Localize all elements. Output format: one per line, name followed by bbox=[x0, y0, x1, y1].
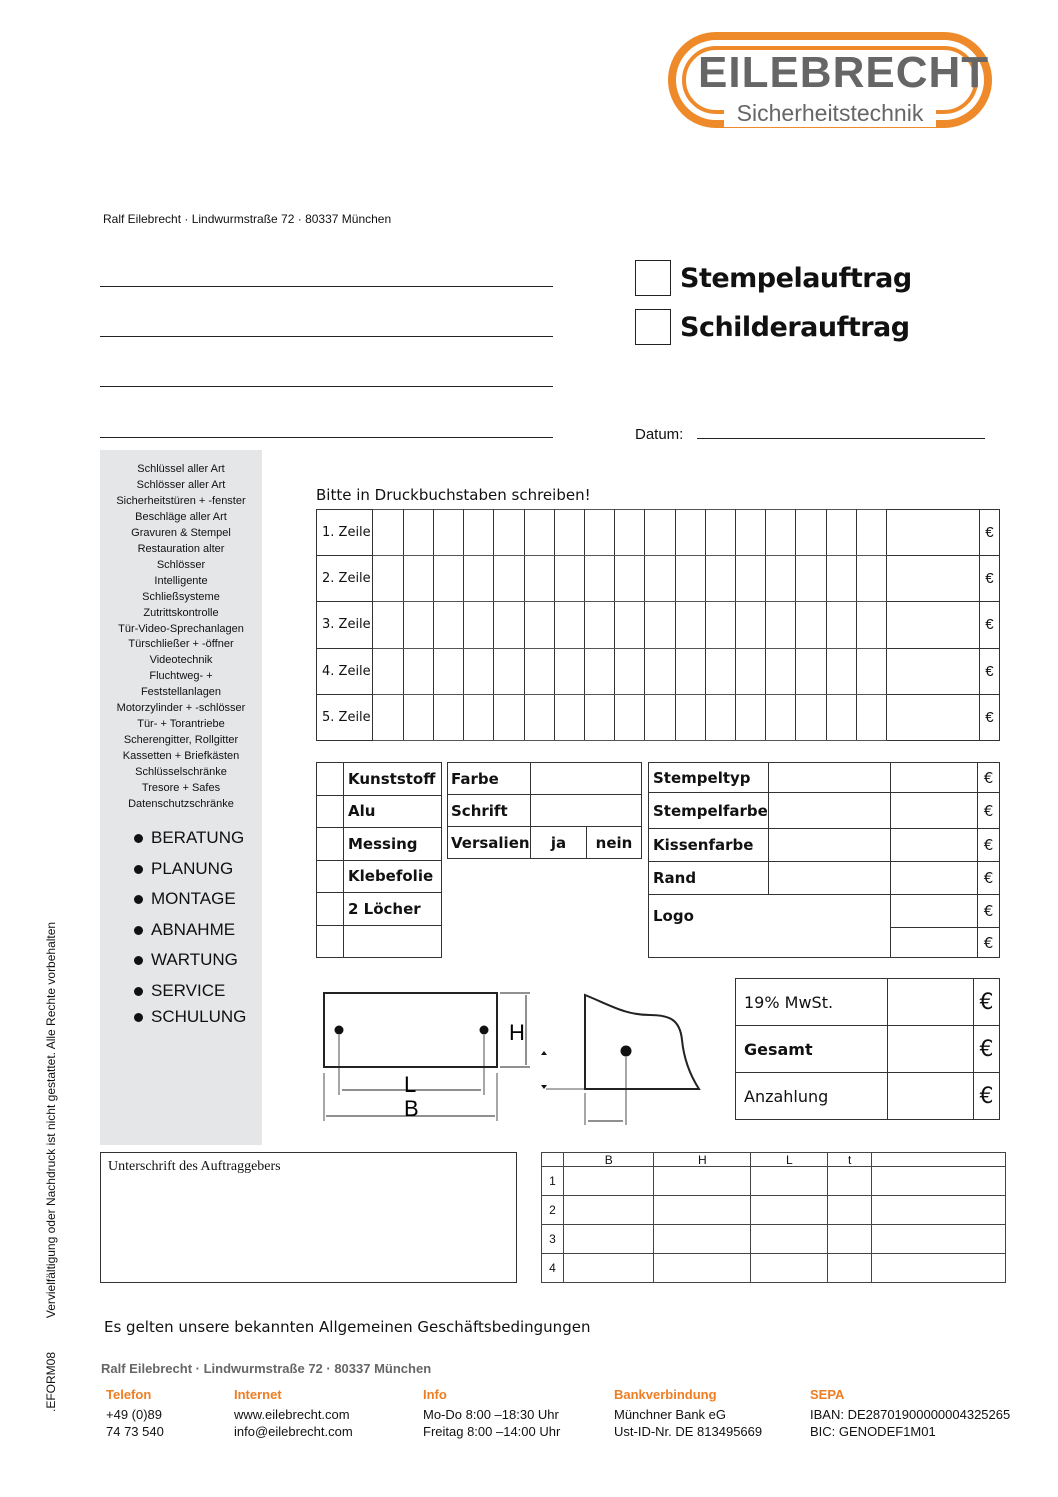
euro-sign: € bbox=[979, 510, 999, 556]
logo-brand-name: EILEBRECHT bbox=[698, 48, 990, 97]
logo-price-1[interactable] bbox=[890, 895, 977, 928]
char-cell[interactable] bbox=[736, 602, 766, 648]
char-cell[interactable] bbox=[645, 556, 675, 602]
farbe-label: Farbe bbox=[448, 763, 531, 795]
char-cell[interactable] bbox=[645, 648, 675, 694]
schilderauftrag-checkbox[interactable] bbox=[635, 309, 671, 345]
summary-table bbox=[735, 978, 1000, 1120]
char-cell[interactable] bbox=[796, 602, 826, 648]
shaped-sign-outline bbox=[585, 995, 699, 1089]
schrift-label: Schrift bbox=[448, 795, 531, 827]
address-line-3[interactable] bbox=[100, 386, 553, 387]
service-item: Videotechnik bbox=[149, 654, 213, 667]
address-line-4[interactable] bbox=[100, 437, 553, 438]
stempelfarbe-label: Stempelfarbe bbox=[649, 793, 769, 829]
char-cell[interactable] bbox=[433, 694, 463, 740]
char-cell[interactable] bbox=[675, 556, 705, 602]
char-cell[interactable] bbox=[373, 556, 403, 602]
price-cell[interactable] bbox=[887, 556, 980, 602]
text-lines-table bbox=[316, 509, 1000, 741]
dim-row-number: 2 bbox=[542, 1196, 564, 1225]
char-cell[interactable] bbox=[524, 556, 554, 602]
dim-cell[interactable] bbox=[654, 1254, 751, 1283]
datum-label: Datum: bbox=[635, 426, 684, 443]
stempeltyp-label: Stempeltyp bbox=[649, 763, 769, 793]
dimensions-table bbox=[541, 1152, 1006, 1283]
arrow-down-icon bbox=[541, 1085, 547, 1089]
service-item: Tür- + Torantriebe bbox=[137, 718, 225, 731]
service-item: Zutrittskontrolle bbox=[143, 606, 219, 619]
char-cell[interactable] bbox=[705, 556, 735, 602]
dimension-diagram bbox=[320, 985, 710, 1135]
line-label: 2. Zeile bbox=[317, 556, 373, 602]
stempeltyp-price[interactable] bbox=[890, 763, 977, 793]
char-cell[interactable] bbox=[796, 694, 826, 740]
stamp-table bbox=[648, 762, 1000, 958]
hole-left bbox=[335, 1026, 344, 1035]
material-label: Klebefolie bbox=[344, 860, 442, 893]
char-cell[interactable] bbox=[856, 648, 886, 694]
copyright-notice-text: Vervielfältigung oder Nachdruck ist nicht gestattet. Alle Rechte vorbehalten bbox=[44, 921, 58, 1319]
char-cell[interactable] bbox=[856, 602, 886, 648]
dim-cell[interactable] bbox=[872, 1225, 1006, 1254]
dim-header-extra bbox=[872, 1153, 1006, 1167]
footer-telefon bbox=[106, 1386, 164, 1440]
char-cell[interactable] bbox=[615, 602, 645, 648]
text-line-row bbox=[317, 694, 1000, 740]
footer-line: Mo-Do 8:00 –18:30 Uhr bbox=[423, 1407, 559, 1422]
char-cell[interactable] bbox=[796, 648, 826, 694]
line-label: 4. Zeile bbox=[317, 648, 373, 694]
kissenfarbe-price[interactable] bbox=[890, 829, 977, 862]
rand-label: Rand bbox=[649, 862, 769, 895]
euro-sign: € bbox=[978, 928, 1000, 958]
euro-sign: € bbox=[979, 694, 999, 740]
char-cell[interactable] bbox=[675, 648, 705, 694]
char-cell[interactable] bbox=[826, 556, 856, 602]
char-cell[interactable] bbox=[826, 510, 856, 556]
char-cell[interactable] bbox=[796, 510, 826, 556]
signature-box[interactable] bbox=[100, 1152, 517, 1283]
service-item: Beschläge aller Art bbox=[135, 510, 227, 523]
char-cell[interactable] bbox=[645, 694, 675, 740]
signature-label: Unterschrift des Auftraggebers bbox=[108, 1159, 281, 1174]
stempelauftrag-label: Stempelauftrag bbox=[680, 262, 912, 294]
euro-sign: € bbox=[974, 979, 1000, 1026]
stempelfarbe-field[interactable] bbox=[768, 793, 890, 829]
dim-cell[interactable] bbox=[751, 1225, 828, 1254]
bullet-item bbox=[134, 1007, 246, 1027]
char-cell[interactable] bbox=[615, 556, 645, 602]
char-cell[interactable] bbox=[584, 602, 614, 648]
price-cell[interactable] bbox=[887, 648, 980, 694]
logo-label: Logo bbox=[649, 895, 891, 958]
char-cell[interactable] bbox=[826, 602, 856, 648]
service-item: Schlösser aller Art bbox=[136, 478, 226, 491]
footer-heading: Info bbox=[423, 1387, 447, 1402]
sign-rectangle bbox=[324, 993, 497, 1067]
bullet-dot-icon bbox=[134, 956, 143, 965]
footer-line: +49 (0)89 bbox=[106, 1407, 163, 1422]
stempeltyp-field[interactable] bbox=[768, 763, 890, 793]
char-cell[interactable] bbox=[826, 694, 856, 740]
char-cell[interactable] bbox=[584, 510, 614, 556]
bullet-item bbox=[134, 889, 236, 909]
char-cell[interactable] bbox=[524, 648, 554, 694]
logo-subtitle: Sicherheitstechnik bbox=[724, 100, 936, 127]
bullet-label: MONTAGE bbox=[151, 889, 236, 908]
service-item: Schlüssel aller Art bbox=[137, 463, 225, 475]
dim-header: H bbox=[654, 1153, 751, 1167]
char-cell[interactable] bbox=[464, 602, 494, 648]
char-cell[interactable] bbox=[403, 602, 433, 648]
dim-cell[interactable] bbox=[564, 1254, 654, 1283]
char-cell[interactable] bbox=[796, 556, 826, 602]
farbe-field[interactable] bbox=[531, 763, 642, 795]
service-item: Feststellanlagen bbox=[140, 686, 222, 699]
bullet-item bbox=[134, 828, 244, 848]
footer-heading: SEPA bbox=[810, 1387, 845, 1402]
char-cell[interactable] bbox=[584, 694, 614, 740]
char-cell[interactable] bbox=[615, 648, 645, 694]
char-cell[interactable] bbox=[615, 510, 645, 556]
sender-address: Ralf Eilebrecht · Lindwurmstraße 72 · 80337 München bbox=[103, 212, 392, 226]
char-cell[interactable] bbox=[766, 556, 796, 602]
email-link[interactable]: info@eilebrecht.com bbox=[234, 1424, 353, 1439]
char-cell[interactable] bbox=[464, 556, 494, 602]
dim-cell[interactable] bbox=[828, 1225, 872, 1254]
char-cell[interactable] bbox=[494, 556, 524, 602]
material-label: Alu bbox=[344, 795, 442, 828]
char-cell[interactable] bbox=[403, 694, 433, 740]
dim-cell[interactable] bbox=[654, 1225, 751, 1254]
price-cell[interactable] bbox=[887, 510, 980, 556]
bullet-dot-icon bbox=[134, 926, 143, 935]
line-label: 1. Zeile bbox=[317, 510, 373, 556]
char-cell[interactable] bbox=[675, 694, 705, 740]
dim-cell[interactable] bbox=[872, 1254, 1006, 1283]
char-cell[interactable] bbox=[494, 602, 524, 648]
footer-sepa bbox=[810, 1386, 1010, 1440]
dim-cell[interactable] bbox=[751, 1167, 828, 1196]
kissenfarbe-field[interactable] bbox=[768, 829, 890, 862]
text-line-row bbox=[317, 648, 1000, 694]
bullet-label: PLANUNG bbox=[151, 859, 234, 878]
form-code bbox=[44, 1352, 64, 1412]
messing-checkbox[interactable] bbox=[317, 828, 344, 861]
kunststoff-checkbox[interactable] bbox=[317, 763, 344, 796]
footer-info bbox=[423, 1386, 560, 1440]
bullet-dot-icon bbox=[134, 895, 143, 904]
material-label: Messing bbox=[344, 828, 442, 861]
service-item: Türschließer + -öffner bbox=[128, 638, 234, 651]
logo-price-2[interactable] bbox=[890, 928, 977, 958]
char-cell[interactable] bbox=[554, 694, 584, 740]
char-cell[interactable] bbox=[766, 510, 796, 556]
char-cell[interactable] bbox=[675, 510, 705, 556]
char-cell[interactable] bbox=[524, 510, 554, 556]
form-code-text: .EFORM08 bbox=[44, 1351, 58, 1412]
char-cell[interactable] bbox=[464, 510, 494, 556]
dim-cell[interactable] bbox=[654, 1196, 751, 1225]
dim-header: L bbox=[751, 1153, 828, 1167]
rand-field[interactable] bbox=[768, 862, 890, 895]
alu-checkbox[interactable] bbox=[317, 795, 344, 828]
service-item: Kassetten + Briefkästen bbox=[122, 750, 240, 763]
euro-sign: € bbox=[978, 862, 1000, 895]
char-cell[interactable] bbox=[373, 648, 403, 694]
char-cell[interactable] bbox=[736, 556, 766, 602]
char-cell[interactable] bbox=[736, 694, 766, 740]
bullet-item bbox=[134, 920, 235, 940]
klebefolie-checkbox[interactable] bbox=[317, 860, 344, 893]
char-cell[interactable] bbox=[645, 602, 675, 648]
instruction-text: Bitte in Druckbuchstaben schreiben! bbox=[316, 486, 591, 504]
versalien-label: Versalien bbox=[448, 827, 531, 859]
char-cell[interactable] bbox=[736, 648, 766, 694]
gesamt-label: Gesamt bbox=[736, 1026, 888, 1073]
service-item: Gravuren & Stempel bbox=[131, 526, 231, 539]
kissenfarbe-label: Kissenfarbe bbox=[649, 829, 769, 862]
bullet-dot-icon bbox=[134, 1013, 143, 1022]
dim-cell[interactable] bbox=[872, 1196, 1006, 1225]
dim-cell[interactable] bbox=[751, 1254, 828, 1283]
dim-cell[interactable] bbox=[654, 1167, 751, 1196]
material-label: 2 Löcher bbox=[344, 893, 442, 926]
service-item: Schlüsselschränke bbox=[135, 766, 227, 779]
dim-cell[interactable] bbox=[872, 1167, 1006, 1196]
euro-sign: € bbox=[979, 556, 999, 602]
char-cell[interactable] bbox=[554, 648, 584, 694]
footer-line: BIC: GENODEF1M01 bbox=[810, 1424, 936, 1439]
char-cell[interactable] bbox=[554, 510, 584, 556]
bullet-dot-icon bbox=[134, 834, 143, 843]
b-label: B bbox=[404, 1096, 419, 1121]
price-cell[interactable] bbox=[887, 694, 980, 740]
char-cell[interactable] bbox=[615, 694, 645, 740]
dim-header: B bbox=[564, 1153, 654, 1167]
address-line-2[interactable] bbox=[100, 336, 553, 337]
char-cell[interactable] bbox=[856, 510, 886, 556]
text-line-row bbox=[317, 602, 1000, 648]
dim-header: t bbox=[828, 1153, 872, 1167]
terms-notice: Es gelten unsere bekannten Allgemeinen Geschäftsbedingungen bbox=[104, 1318, 591, 1336]
footer-address: Ralf Eilebrecht · Lindwurmstraße 72 · 80337 München bbox=[101, 1361, 432, 1376]
bullet-dot-icon bbox=[134, 987, 143, 996]
char-cell[interactable] bbox=[705, 648, 735, 694]
euro-sign: € bbox=[979, 648, 999, 694]
euro-sign: € bbox=[978, 895, 1000, 928]
arrow-up-icon bbox=[541, 1051, 547, 1055]
char-cell[interactable] bbox=[736, 510, 766, 556]
style-table bbox=[447, 762, 642, 859]
dim-cell[interactable] bbox=[751, 1196, 828, 1225]
char-cell[interactable] bbox=[705, 510, 735, 556]
service-item: Schließsysteme bbox=[142, 590, 220, 603]
footer-line: Freitag 8:00 –14:00 Uhr bbox=[423, 1424, 561, 1439]
company-logo bbox=[668, 22, 992, 130]
bullet-item bbox=[134, 981, 225, 1001]
versalien-nein-option[interactable]: nein bbox=[587, 827, 642, 859]
footer-bank bbox=[614, 1386, 762, 1440]
char-cell[interactable] bbox=[433, 602, 463, 648]
line-label: 5. Zeile bbox=[317, 694, 373, 740]
footer-internet bbox=[234, 1386, 353, 1440]
material-extra-field[interactable] bbox=[344, 925, 442, 958]
footer-heading: Telefon bbox=[106, 1387, 152, 1402]
gesamt-value[interactable] bbox=[888, 1026, 974, 1073]
char-cell[interactable] bbox=[464, 648, 494, 694]
char-cell[interactable] bbox=[554, 556, 584, 602]
service-item: Datenschutzschränke bbox=[128, 798, 234, 811]
address-line-1[interactable] bbox=[100, 286, 553, 287]
text-line-row bbox=[317, 510, 1000, 556]
services-sidebar bbox=[100, 450, 262, 1145]
euro-sign: € bbox=[974, 1073, 1000, 1120]
char-cell[interactable] bbox=[403, 510, 433, 556]
footer-line: Münchner Bank eG bbox=[614, 1407, 727, 1422]
service-item: Intelligente bbox=[154, 574, 208, 587]
order-type-stempel[interactable] bbox=[635, 259, 912, 297]
rand-price[interactable] bbox=[890, 862, 977, 895]
footer-line: 74 73 540 bbox=[106, 1424, 164, 1439]
footer-line: IBAN: DE28701900000004325265 bbox=[810, 1407, 1011, 1422]
services-list bbox=[100, 462, 262, 813]
service-item: Fluchtweg- + bbox=[149, 670, 213, 683]
char-cell[interactable] bbox=[494, 648, 524, 694]
schilderauftrag-label: Schilderauftrag bbox=[680, 311, 910, 343]
dim-cell[interactable] bbox=[828, 1254, 872, 1283]
service-item: Tür-Video-Sprechanlagen bbox=[118, 622, 244, 635]
bullet-item bbox=[134, 950, 238, 970]
char-cell[interactable] bbox=[524, 602, 554, 648]
bullet-label: BERATUNG bbox=[151, 828, 245, 847]
footer-heading: Bankverbindung bbox=[614, 1387, 717, 1402]
char-cell[interactable] bbox=[433, 556, 463, 602]
text-line-row bbox=[317, 556, 1000, 602]
material-label: Kunststoff bbox=[344, 763, 442, 796]
bullet-label: SCHULUNG bbox=[151, 1007, 247, 1026]
shaped-sign-hole bbox=[621, 1046, 632, 1057]
extra-checkbox[interactable] bbox=[317, 925, 344, 958]
materials-table bbox=[316, 762, 442, 958]
char-cell[interactable] bbox=[403, 648, 433, 694]
service-item: Tresore + Safes bbox=[141, 782, 221, 795]
char-cell[interactable] bbox=[645, 510, 675, 556]
anzahlung-label: Anzahlung bbox=[736, 1073, 888, 1120]
h-label: H bbox=[509, 1020, 525, 1045]
price-cell[interactable] bbox=[887, 602, 980, 648]
dim-row-number: 1 bbox=[542, 1167, 564, 1196]
anzahlung-value[interactable] bbox=[888, 1073, 974, 1120]
euro-sign: € bbox=[979, 602, 999, 648]
dim-row-number: 3 bbox=[542, 1225, 564, 1254]
char-cell[interactable] bbox=[826, 648, 856, 694]
char-cell[interactable] bbox=[373, 510, 403, 556]
char-cell[interactable] bbox=[705, 694, 735, 740]
zwei-loecher-checkbox[interactable] bbox=[317, 893, 344, 926]
service-item: Sicherheitstüren + -fenster bbox=[116, 494, 246, 507]
website-link[interactable]: www.eilebrecht.com bbox=[234, 1407, 350, 1422]
char-cell[interactable] bbox=[554, 602, 584, 648]
char-cell[interactable] bbox=[584, 556, 614, 602]
char-cell[interactable] bbox=[766, 648, 796, 694]
char-cell[interactable] bbox=[373, 694, 403, 740]
char-cell[interactable] bbox=[373, 602, 403, 648]
char-cell[interactable] bbox=[403, 556, 433, 602]
euro-sign: € bbox=[974, 1026, 1000, 1073]
bullet-item bbox=[134, 859, 233, 879]
dim-cell[interactable] bbox=[828, 1167, 872, 1196]
service-item: Restauration alter bbox=[137, 542, 225, 555]
footer-heading: Internet bbox=[234, 1387, 282, 1402]
datum-field[interactable] bbox=[697, 438, 985, 439]
dim-cell[interactable] bbox=[564, 1167, 654, 1196]
euro-sign: € bbox=[978, 763, 1000, 793]
dim-cell[interactable] bbox=[564, 1225, 654, 1254]
stempelauftrag-checkbox[interactable] bbox=[635, 260, 671, 296]
char-cell[interactable] bbox=[524, 694, 554, 740]
mwst-label: 19% MwSt. bbox=[736, 979, 888, 1026]
char-cell[interactable] bbox=[494, 694, 524, 740]
service-item: Motorzylinder + -schlösser bbox=[116, 702, 246, 715]
dim-cell[interactable] bbox=[564, 1196, 654, 1225]
versalien-ja-option[interactable]: ja bbox=[531, 827, 587, 859]
hole-right bbox=[480, 1026, 489, 1035]
char-cell[interactable] bbox=[766, 602, 796, 648]
bullet-label: SERVICE bbox=[151, 981, 226, 1000]
l-label: L bbox=[404, 1072, 417, 1097]
footer-line: Ust-ID-Nr. DE 813495669 bbox=[614, 1424, 763, 1439]
bullet-label: WARTUNG bbox=[151, 950, 238, 969]
order-type-schilder[interactable] bbox=[635, 308, 910, 346]
stempelfarbe-price[interactable] bbox=[890, 793, 977, 829]
char-cell[interactable] bbox=[856, 556, 886, 602]
service-item: Schlösser bbox=[156, 558, 206, 571]
mwst-value[interactable] bbox=[888, 979, 974, 1026]
bullet-dot-icon bbox=[134, 865, 143, 874]
copyright-notice bbox=[44, 900, 64, 1340]
char-cell[interactable] bbox=[705, 602, 735, 648]
dim-row-number: 4 bbox=[542, 1254, 564, 1283]
char-cell[interactable] bbox=[584, 648, 614, 694]
euro-sign: € bbox=[978, 793, 1000, 829]
euro-sign: € bbox=[978, 829, 1000, 862]
char-cell[interactable] bbox=[766, 694, 796, 740]
char-cell[interactable] bbox=[856, 694, 886, 740]
bullet-label: ABNAHME bbox=[151, 920, 236, 939]
char-cell[interactable] bbox=[433, 648, 463, 694]
corner-cell bbox=[542, 1153, 564, 1167]
char-cell[interactable] bbox=[675, 602, 705, 648]
char-cell[interactable] bbox=[433, 510, 463, 556]
dim-cell[interactable] bbox=[828, 1196, 872, 1225]
char-cell[interactable] bbox=[464, 694, 494, 740]
char-cell[interactable] bbox=[494, 510, 524, 556]
line-label: 3. Zeile bbox=[317, 602, 373, 648]
schrift-field[interactable] bbox=[531, 795, 642, 827]
service-item: Scherengitter, Rollgitter bbox=[123, 734, 239, 747]
